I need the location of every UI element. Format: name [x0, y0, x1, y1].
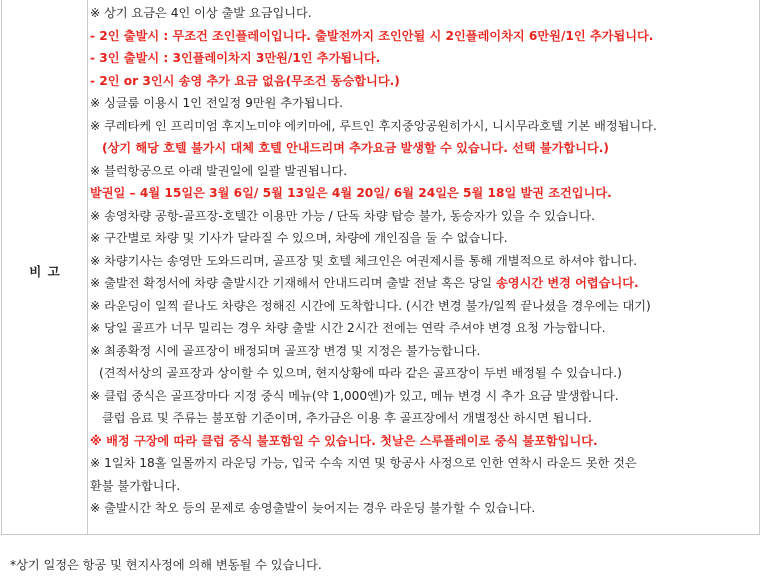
- remark-text: ※ 송영차량 공항-골프장-호텔간 이용만 가능 / 단독 차량 탑승 불가, 동승자가 있을 수 있습니다.: [90, 208, 596, 223]
- remarks-label: 비 고: [29, 264, 61, 279]
- remark-text: ※ 출발전 확정서에 차량 출발시간 기재해서 안내드리며 출발 전날 혹은 당일: [90, 276, 497, 290]
- remark-text: ※ 차량기사는 송영만 도와드리며, 골프장 및 호텔 체크인은 여권제시를 통해 개별적으로 하셔야 합니다.: [90, 253, 638, 268]
- remark-line: [90, 205, 759, 228]
- remark-line: [90, 295, 759, 318]
- remark-text: ※ 구간별로 차량 및 기사가 달라질 수 있으며, 차량에 개인짐을 둘 수 없습니다.: [90, 231, 508, 245]
- remark-text: ※ 배정 구장에 따라 클럽 중식 불포함일 수 있습니다. 첫날은 스루플레이로 중식 불포함입니다.: [90, 433, 598, 448]
- remark-line: [90, 250, 759, 273]
- remark-line: [90, 227, 759, 250]
- remark-text: ※ 1일차 18홀 일몰까지 라운딩 가능, 입국 수속 지연 및 항공사 사정으로 인한 연착시 라운드 못한 것은: [90, 456, 637, 470]
- remark-text: ※ 출발시간 착오 등의 문제로 송영출발이 늦어지는 경우 라운딩 불가할 수 있습니다.: [90, 501, 536, 515]
- remark-line: [90, 317, 759, 340]
- remarks-label-cell: [2, 0, 88, 534]
- remark-line: [90, 92, 759, 115]
- remark-line: [90, 475, 759, 498]
- remark-text: ※ 라운딩이 일찍 끝나도 차량은 정해진 시간에 도착합니다. (시간 변경 불가/일찍 끝나셨을 경우에는 대기): [90, 298, 651, 313]
- remark-line: [90, 115, 759, 138]
- remark-line: [90, 47, 759, 70]
- remark-line: [90, 272, 759, 295]
- remark-line: [90, 70, 759, 93]
- remark-line: [90, 340, 759, 363]
- remark-line: [90, 385, 759, 408]
- remark-text: 환불 불가합니다.: [90, 478, 181, 493]
- remark-text: - 2인 출발시 : 무조건 조인플레이입니다. 출발전까지 조인안될 시 2인플레이차지 6만원/1인 추가됩니다.: [90, 28, 654, 43]
- remark-text: ※ 최종확정 시에 골프장이 배정되며 골프장 변경 및 지정은 불가능합니다.: [90, 343, 481, 358]
- remark-line: [90, 407, 759, 430]
- remark-line: [90, 452, 759, 475]
- remark-text: - 2인 or 3인시 송영 추가 요금 없음(무조건 동승합니다.): [90, 73, 400, 88]
- remarks-content: [90, 0, 759, 534]
- remark-text: (상기 해당 호텔 불가시 대체 호텔 안내드리며 추가요금 발생할 수 있습니다. 선택 불가합니다.): [102, 141, 609, 155]
- footnote: *상기 일정은 항공 및 현지사정에 의해 변동될 수 있습니다.: [10, 558, 322, 572]
- remark-text: (견적서상의 골프장과 상이할 수 있으며, 현지상황에 따라 같은 골프장이 두번 배정될 수 있습니다.): [99, 366, 622, 380]
- remark-line: [90, 430, 759, 453]
- remark-line: [90, 182, 759, 205]
- remark-text: ※ 클럽 중식은 골프장마다 지정 중식 메뉴(약 1,000엔)가 있고, 메뉴 변경 시 추가 요금 발생합니다.: [90, 388, 619, 403]
- remark-text: - 3인 출발시 : 3인플레이차지 3만원/1인 추가됩니다.: [90, 51, 381, 65]
- remark-text: 발권일 – 4월 15일은 3월 6일/ 5월 13일은 4월 20일/ 6월 24일은 5월 18일 발권 조건입니다.: [90, 186, 612, 200]
- remark-warning: 송영시간 변경 어렵습니다.: [496, 276, 639, 290]
- remark-line: [90, 497, 759, 520]
- remark-line: [90, 362, 759, 385]
- remark-text: 클럽 음료 및 주류는 불포함 기준이며, 추가금은 이용 후 골프장에서 개별정산 하시면 됩니다.: [102, 411, 592, 425]
- remark-text: ※ 쿠레타케 인 프리미엄 후지노미야 에키마에, 루트인 후지중앙공원히가시, 니시무라호텔 기본 배정됩니다.: [90, 118, 657, 133]
- remark-line: [90, 25, 759, 48]
- remark-text: ※ 싱글룸 이용시 1인 전일정 9만원 추가됩니다.: [90, 96, 343, 110]
- remarks-table: [1, 0, 760, 535]
- remark-line: [90, 160, 759, 183]
- remark-text: ※ 상기 요금은 4인 이상 출발 요금입니다.: [90, 6, 312, 20]
- remark-text: ※ 블럭항공으로 아래 발권일에 일괄 발권됩니다.: [90, 163, 348, 178]
- remark-text: ※ 당일 골프가 너무 밀리는 경우 차량 출발 시간 2시간 전에는 연락 주셔야 변경 요청 가능합니다.: [90, 321, 606, 335]
- remark-line: [90, 2, 759, 25]
- remark-line: [90, 137, 759, 160]
